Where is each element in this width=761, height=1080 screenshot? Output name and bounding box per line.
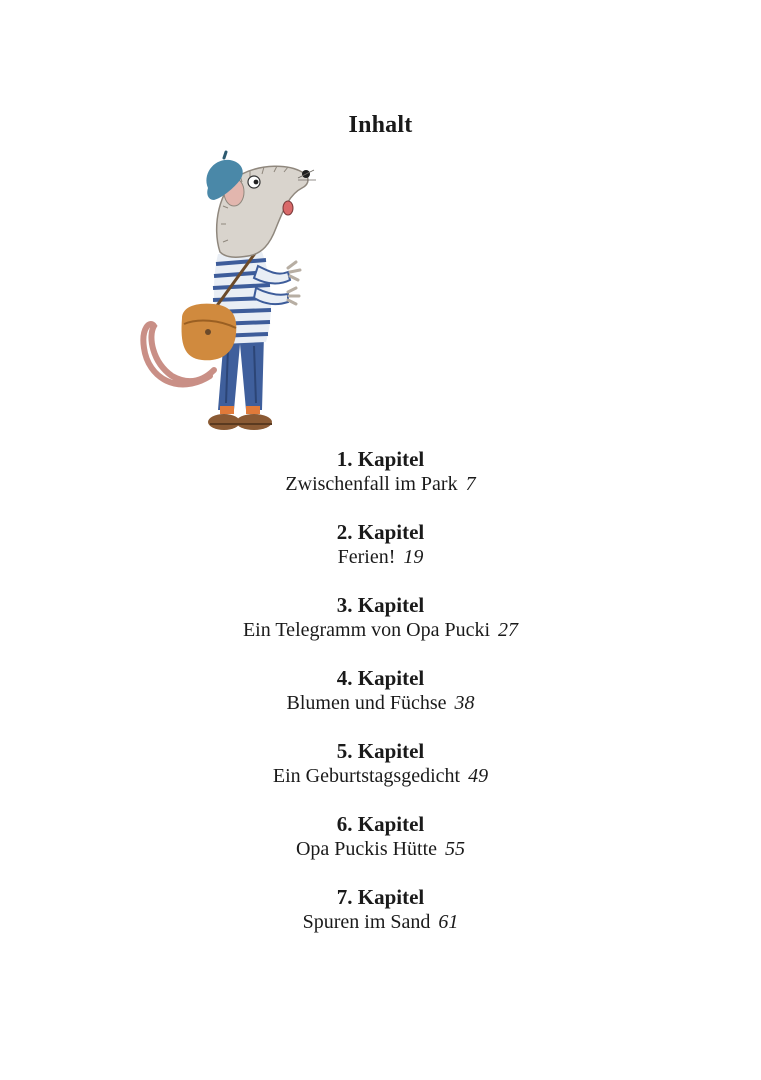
chapter-title: Spuren im Sand	[302, 911, 431, 933]
chapter-label: 5. Kapitel	[336, 739, 425, 763]
toc-entry	[0, 446, 761, 519]
chapter-page-number: 49	[468, 765, 489, 787]
toc-entry	[0, 519, 761, 592]
toc-entry	[0, 738, 761, 811]
chapter-line	[0, 545, 761, 569]
chapter-page-number: 61	[438, 911, 459, 933]
chapter-page-number: 38	[454, 692, 475, 714]
chapter-page-number: 55	[445, 838, 466, 860]
chapter-line	[0, 910, 761, 934]
chapter-title: Ein Telegramm von Opa Pucki	[242, 619, 491, 641]
toc-entry	[0, 665, 761, 738]
chapter-title: Ein Geburtstagsgedicht	[272, 765, 461, 787]
chapter-title: Blumen und Füchse	[286, 692, 447, 714]
chapter-page-number: 27	[498, 619, 519, 641]
chapter-line	[0, 764, 761, 788]
chapter-line	[0, 618, 761, 642]
chapter-line	[0, 691, 761, 715]
toc-entry	[0, 884, 761, 957]
chapter-title: Zwischenfall im Park	[285, 473, 458, 495]
chapter-label: 7. Kapitel	[336, 885, 425, 909]
toc-entry	[0, 811, 761, 884]
chapter-page-number: 19	[403, 546, 424, 568]
chapter-page-number: 7	[465, 473, 476, 495]
toc-entry	[0, 592, 761, 665]
table-of-contents	[0, 446, 761, 957]
chapter-label: 2. Kapitel	[336, 520, 425, 544]
chapter-line	[0, 472, 761, 496]
chapter-label: 3. Kapitel	[336, 593, 425, 617]
chapter-label: 6. Kapitel	[336, 812, 425, 836]
chapter-line	[0, 837, 761, 861]
chapter-label: 1. Kapitel	[336, 447, 425, 471]
chapter-title: Ferien!	[337, 546, 396, 568]
chapter-title: Opa Puckis Hütte	[295, 838, 438, 860]
page-title: Inhalt	[348, 112, 413, 138]
rat-character-illustration	[138, 148, 318, 440]
chapter-label: 4. Kapitel	[336, 666, 425, 690]
